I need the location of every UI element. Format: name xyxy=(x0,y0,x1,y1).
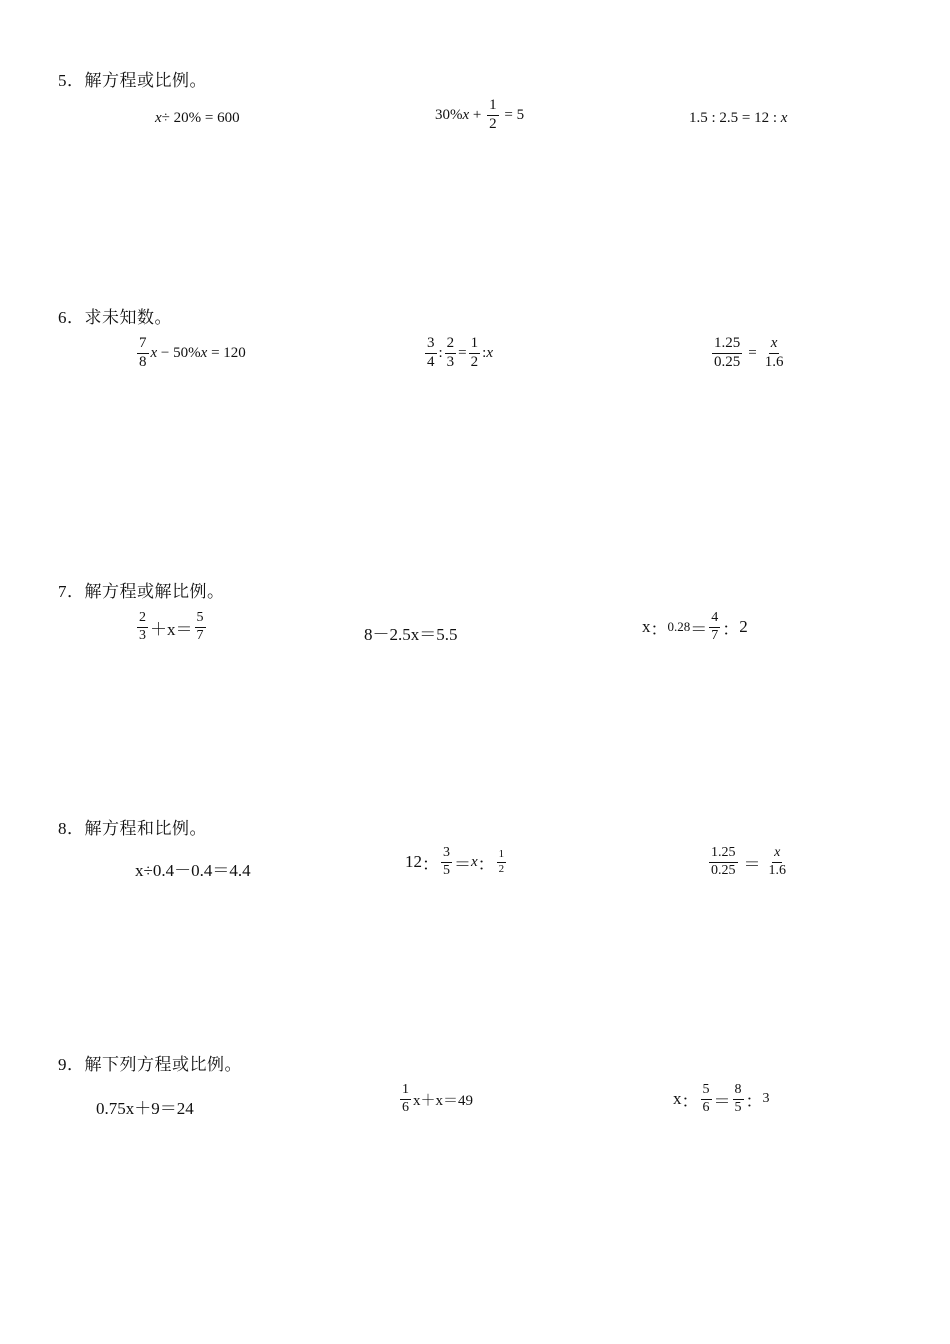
denominator: 2 xyxy=(498,862,505,875)
ratio-colon: ： xyxy=(422,854,439,874)
eq-value: 0.28 xyxy=(667,619,691,635)
equals-sign: = xyxy=(458,344,467,361)
denominator: 1.6 xyxy=(768,862,786,878)
var-x: x xyxy=(155,110,162,126)
fraction xyxy=(400,1083,411,1115)
denominator: 6 xyxy=(402,1099,409,1115)
denominator: 2 xyxy=(470,353,479,370)
eq-text: 0.75x＋9＝24 xyxy=(96,1099,194,1118)
question-9-title: 9．解下列方程或比例。 xyxy=(58,1055,242,1074)
equation-7-2 xyxy=(364,620,458,645)
equation-7-3 xyxy=(642,611,748,643)
numerator: 1.25 xyxy=(709,846,738,863)
ratio-colon: ： xyxy=(477,854,495,874)
fraction xyxy=(733,1083,744,1115)
equation-8-3 xyxy=(707,846,790,878)
equation-6-3 xyxy=(710,336,787,371)
eq-text: x＋x＝49 xyxy=(413,1092,474,1109)
fraction xyxy=(763,336,786,371)
question-8-title: 8．解方程和比例。 xyxy=(58,819,207,838)
denominator: 8 xyxy=(139,353,147,370)
fraction xyxy=(709,611,720,643)
ratio-colon: ： xyxy=(745,1091,763,1111)
equals-sign: ＝ xyxy=(454,854,471,874)
fraction xyxy=(137,611,148,643)
numerator: 2 xyxy=(445,336,457,354)
fraction xyxy=(425,336,437,371)
var-x: x xyxy=(462,106,470,123)
eq-text: 8－2.5x＝5.5 xyxy=(364,625,458,644)
var-x: x xyxy=(673,1089,682,1109)
var-x: x xyxy=(780,110,788,126)
numerator: 1.25 xyxy=(712,336,742,354)
eq-text: 30% xyxy=(435,106,463,123)
denominator: 5 xyxy=(443,862,450,878)
numerator: 1 xyxy=(487,98,499,116)
numerator: 5 xyxy=(195,611,206,628)
fraction xyxy=(497,849,507,875)
numerator: 2 xyxy=(137,611,148,628)
numerator: 7 xyxy=(137,336,149,354)
numerator: x xyxy=(769,336,780,354)
eq-text: x÷0.4－0.4＝4.4 xyxy=(135,861,251,880)
var-x: x xyxy=(471,853,478,870)
eq-text: 12 xyxy=(405,852,422,872)
var-x: x xyxy=(150,344,158,361)
fraction xyxy=(137,336,149,371)
denominator: 5 xyxy=(734,1099,742,1115)
numerator: 1 xyxy=(497,849,507,863)
numerator: 4 xyxy=(709,611,720,628)
equation-9-3 xyxy=(673,1083,770,1115)
ratio-colon: ： xyxy=(681,1091,699,1111)
numerator: 8 xyxy=(733,1083,744,1100)
numerator: 3 xyxy=(441,846,452,863)
equation-6-1 xyxy=(135,336,246,371)
equation-9-2 xyxy=(398,1083,473,1115)
equation-8-1 xyxy=(135,856,251,881)
var-x: x xyxy=(642,617,651,637)
eq-text: = 5 xyxy=(500,106,525,123)
fraction xyxy=(441,846,452,878)
eq-text: ＋x＝ xyxy=(150,619,193,639)
question-7-title: 7．解方程或解比例。 xyxy=(58,582,225,601)
fraction xyxy=(701,1083,712,1115)
var-x: x xyxy=(486,344,493,361)
eq-text: − 50% xyxy=(157,344,201,361)
fraction xyxy=(445,336,457,371)
denominator: 0.25 xyxy=(714,353,741,370)
equals-sign: ＝ xyxy=(690,619,708,639)
ratio-colon: ： xyxy=(650,619,668,639)
eq-text: + xyxy=(469,106,486,123)
ratio-colon: ： xyxy=(722,619,740,639)
numerator: 1 xyxy=(469,336,481,354)
denominator: 0.25 xyxy=(711,862,736,878)
denominator: 3 xyxy=(139,627,146,643)
equation-5-3 xyxy=(689,110,787,127)
denominator: 7 xyxy=(196,627,204,643)
question-5-title: 5．解方程或比例。 xyxy=(58,71,207,90)
numerator: 1 xyxy=(400,1083,411,1100)
fraction xyxy=(469,336,481,371)
fraction xyxy=(195,611,206,643)
denominator: 3 xyxy=(446,353,455,370)
fraction xyxy=(487,98,499,133)
eq-text: 1.5 : 2.5 = 12 : xyxy=(689,110,781,126)
question-6-title: 6．求未知数。 xyxy=(58,308,172,327)
equation-5-2 xyxy=(435,98,524,133)
var-x: x xyxy=(200,344,208,361)
ratio-colon: : xyxy=(482,344,487,361)
equals-sign: ＝ xyxy=(743,854,761,874)
equation-9-1 xyxy=(96,1094,194,1119)
equation-8-2 xyxy=(405,846,508,878)
fraction xyxy=(709,846,738,878)
equation-5-1 xyxy=(155,110,240,127)
eq-text: 3 xyxy=(762,1091,770,1107)
fraction xyxy=(767,846,789,878)
equals-sign: ＝ xyxy=(713,1091,731,1111)
denominator: 4 xyxy=(427,353,435,370)
eq-text: 2 xyxy=(739,617,748,637)
denominator: 7 xyxy=(711,627,719,643)
numerator: x xyxy=(772,846,782,863)
equation-6-2 xyxy=(423,336,493,371)
eq-text: ÷ 20% = 600 xyxy=(161,110,240,126)
numerator: 3 xyxy=(425,336,437,354)
fraction xyxy=(712,336,742,371)
denominator: 1.6 xyxy=(764,353,784,370)
equation-7-1 xyxy=(135,611,208,643)
numerator: 5 xyxy=(701,1083,712,1100)
eq-text: = 120 xyxy=(207,344,246,361)
denominator: 2 xyxy=(489,115,497,132)
ratio-colon: : xyxy=(438,344,443,361)
denominator: 6 xyxy=(702,1099,710,1115)
equals-sign: = xyxy=(748,344,757,361)
